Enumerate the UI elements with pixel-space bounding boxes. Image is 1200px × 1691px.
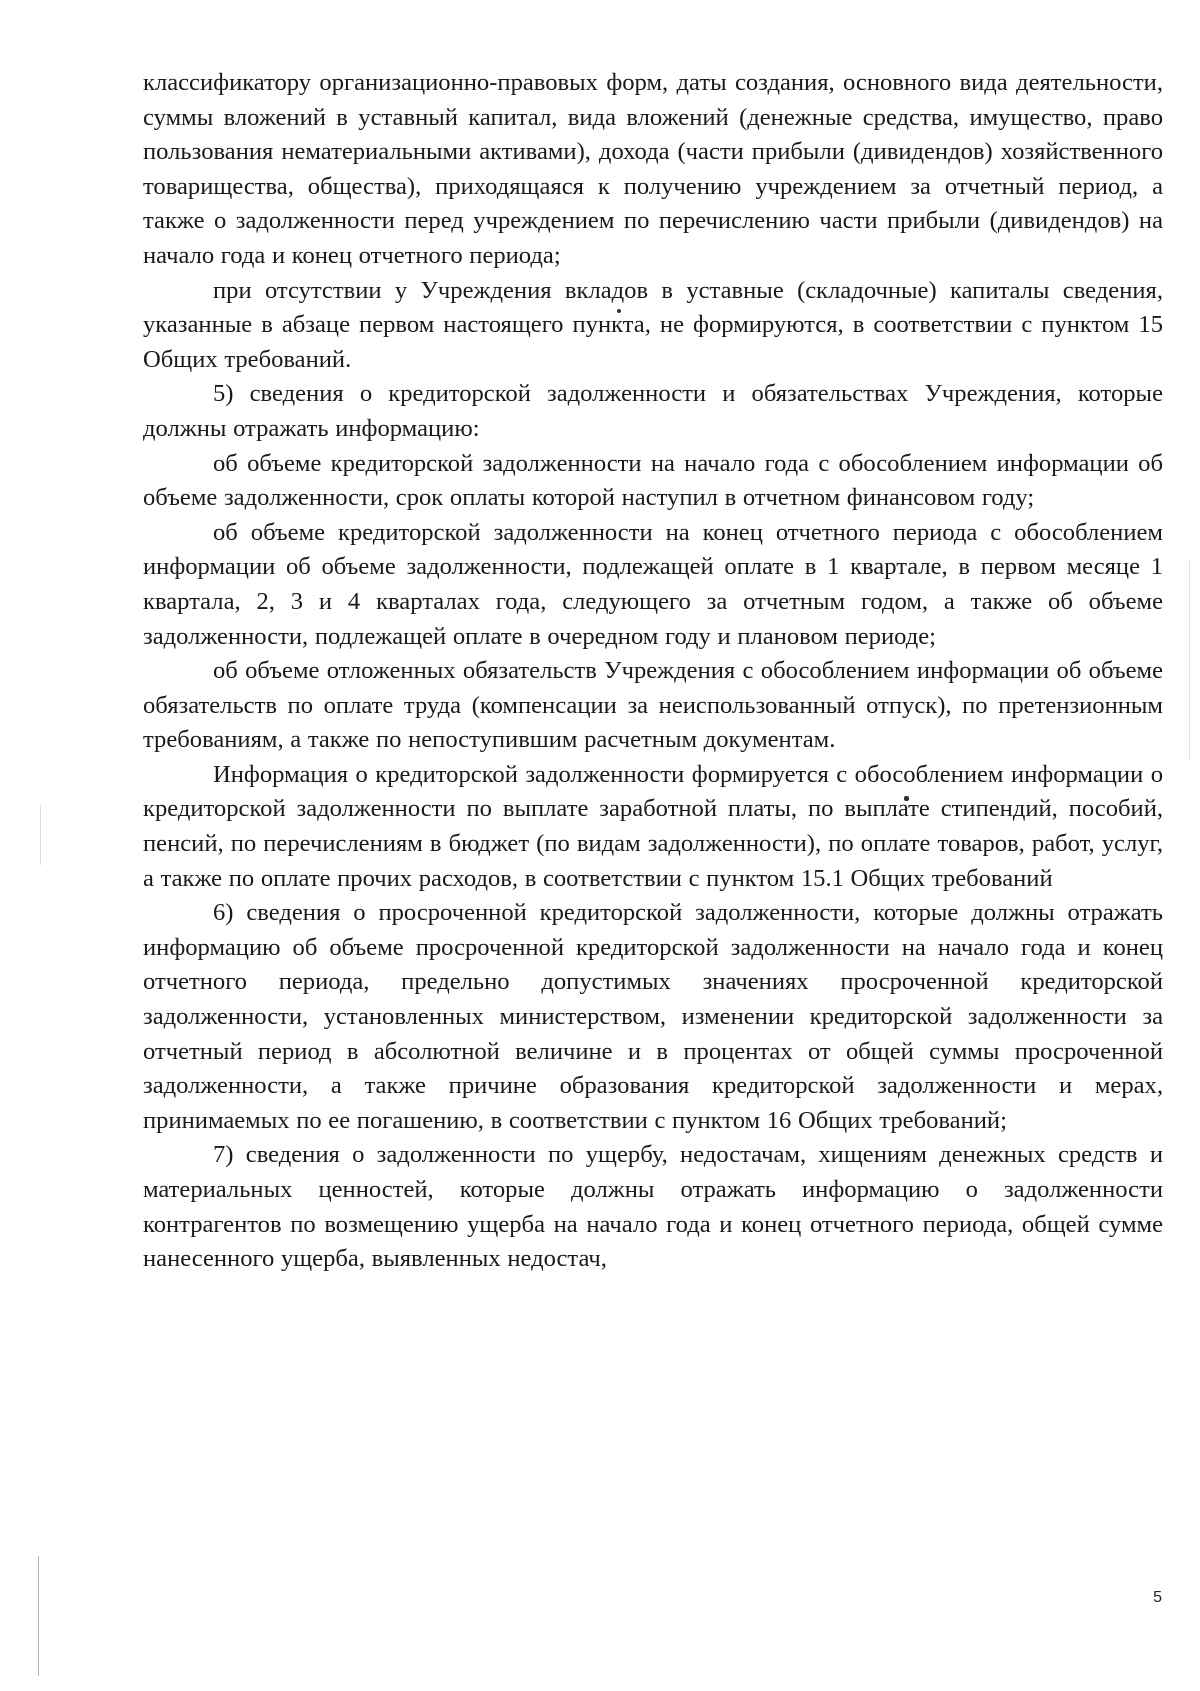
scan-edge-line — [38, 1556, 39, 1676]
scan-edge-line — [40, 805, 41, 865]
paragraph: об объеме отложенных обязательств Учреждения с обособлением информации об объеме обязательств по оплате труда (компенсации за неиспользованный отпуск), по претензионным требованиям, а также по непоступившим расчетным документам. — [143, 657, 1163, 754]
document-body — [143, 66, 1163, 1277]
paragraph: 7) сведения о задолженности по ущербу, недостачам, хищениям денежных средств и материальных ценностей, которые должны отражать информацию о задолженности контрагентов по возмещению ущерба на начало года и конец отчетного периода, общей сумме нанесенного ущерба, выявленных недостач, — [143, 1141, 1163, 1273]
paragraph: об объеме кредиторской задолженности на конец отчетного периода с обособлением информации об объеме задолженности, подлежащей оплате в 1 квартале, в первом месяце 1 квартала, 2, 3 и 4 кварталах года, следующего за отчетным годом, а также об объеме задолженности, подлежащей оплате в очередном году и плановом периоде; — [143, 518, 1163, 650]
paragraph: 6) сведения о просроченной кредиторской задолженности, которые должны отражать информацию об объеме просроченной кредиторской задолженности на начало года и конец отчетного периода, предельно допустимых значениях просроченной кредиторской задолженности, установленных министерством, изменении кредиторской задолженности за отчетный период в абсолютной величине и в процентах от общей суммы просроченной задолженности, а также причине образования кредиторской задолженности и мерах, принимаемых по ее погашению, в соответствии с пунктом 16 Общих требований; — [143, 899, 1163, 1134]
page-number: 5 — [1153, 1589, 1162, 1606]
paragraph: Информация о кредиторской задолженности формируется с обособлением информации о кредиторской задолженности по выплате заработной платы, по выплате стипендий, пособий, пенсий, по перечислениям в бюджет (по видам задолженности), по оплате товаров, работ, услуг, а также по оплате прочих расходов, в соответствии с пунктом 15.1 Общих требований — [143, 760, 1163, 892]
paragraph: классификатору организационно-правовых форм, даты создания, основного вида деятельности, суммы вложений в уставный капитал, вида вложений (денежные средства, имущество, право пользования нематериальными активами), дохода (части прибыли (дивидендов) хозяйственного товарищества, общества), приходящаяся к получению учреждением за отчетный период, а также о задолженности перед учреждением по перечислению части прибыли (дивидендов) на начало года и конец отчетного периода; — [143, 69, 1163, 269]
paragraph: 5) сведения о кредиторской задолженности и обязательствах Учреждения, которые должны отражать информацию: — [143, 380, 1163, 442]
paragraph: при отсутствии у Учреждения вкладов в уставные (складочные) капиталы сведения, указанные в абзаце первом настоящего пункта, не формируются, в соответствии с пунктом 15 Общих требований. — [143, 276, 1163, 373]
paragraph: об объеме кредиторской задолженности на начало года с обособлением информации об объеме задолженности, срок оплаты которой наступил в отчетном финансовом году; — [143, 449, 1163, 512]
scan-edge-line — [1189, 560, 1190, 760]
